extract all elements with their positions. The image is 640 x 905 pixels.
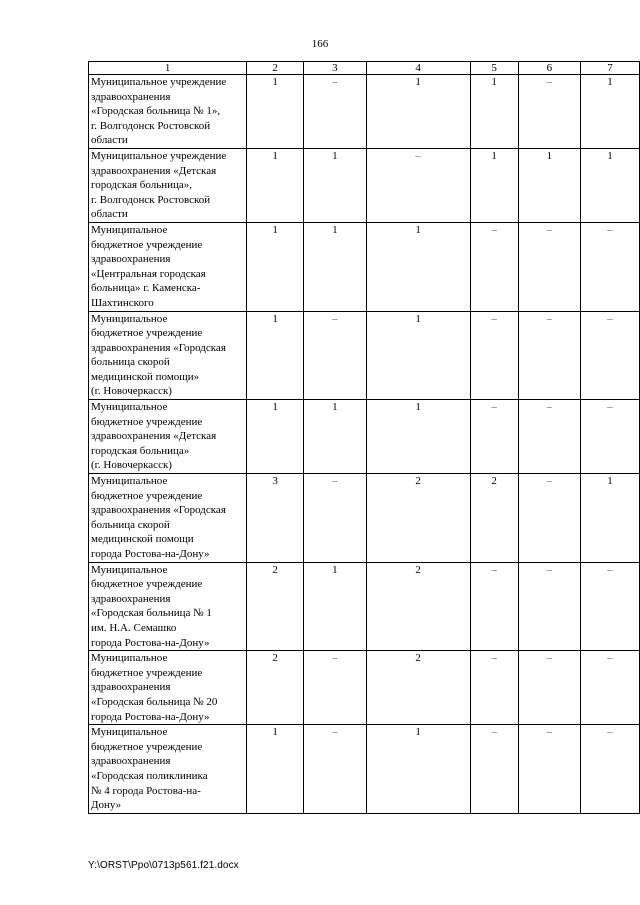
data-table — [88, 61, 640, 814]
institution-name-cell: Муниципальное бюджетное учреждение здравоохранения «Городская поликлиника № 4 города Ростова-на- Дону» — [89, 725, 247, 814]
value-cell: 2 — [247, 562, 304, 651]
value-cell: – — [518, 222, 580, 311]
value-cell: – — [304, 725, 366, 814]
table-row — [89, 400, 640, 474]
value-cell: 2 — [366, 562, 470, 651]
table-row — [89, 474, 640, 563]
institution-name-cell: Муниципальное бюджетное учреждение здравоохранения «Городская больница скорой медицинской помощи» (г. Новочеркасск) — [89, 311, 247, 400]
table-row — [89, 651, 640, 725]
value-cell: – — [581, 562, 640, 651]
value-cell: 1 — [247, 222, 304, 311]
value-cell: – — [581, 311, 640, 400]
table-header-row — [89, 62, 640, 75]
institution-name-cell: Муниципальное бюджетное учреждение здравоохранения «Городская больница № 1 им. Н.А. Семашко города Ростова-на-Дону» — [89, 562, 247, 651]
value-cell: 1 — [366, 400, 470, 474]
institution-name-cell: Муниципальное учреждение здравоохранения «Городская больница № 1», г. Волгодонск Ростовской области — [89, 75, 247, 149]
value-cell: 1 — [247, 311, 304, 400]
header-cell: 1 — [89, 62, 247, 75]
value-cell: – — [304, 474, 366, 563]
value-cell: 1 — [518, 148, 580, 222]
value-cell: – — [518, 562, 580, 651]
value-cell: 1 — [581, 75, 640, 149]
value-cell: 2 — [247, 651, 304, 725]
value-cell: 1 — [247, 400, 304, 474]
file-path-footer: Y:\ORST\Ppo\0713p561.f21.docx — [88, 860, 239, 871]
institution-name-cell: Муниципальное бюджетное учреждение здравоохранения «Детская городская больница» (г. Новочеркасск) — [89, 400, 247, 474]
value-cell: – — [518, 474, 580, 563]
value-cell: 1 — [366, 222, 470, 311]
institution-name-cell: Муниципальное бюджетное учреждение здравоохранения «Городская больница № 20 города Ростова-на-Дону» — [89, 651, 247, 725]
value-cell: – — [304, 75, 366, 149]
value-cell: – — [518, 400, 580, 474]
value-cell: 3 — [247, 474, 304, 563]
table-row — [89, 311, 640, 400]
value-cell: – — [518, 311, 580, 400]
value-cell: 1 — [470, 75, 518, 149]
value-cell: 1 — [366, 725, 470, 814]
table-row — [89, 148, 640, 222]
value-cell: – — [470, 222, 518, 311]
value-cell: – — [581, 651, 640, 725]
header-cell: 6 — [518, 62, 580, 75]
table-row — [89, 222, 640, 311]
value-cell: – — [581, 400, 640, 474]
value-cell: – — [518, 725, 580, 814]
value-cell: – — [304, 311, 366, 400]
value-cell: – — [470, 400, 518, 474]
value-cell: – — [470, 562, 518, 651]
value-cell: 1 — [247, 148, 304, 222]
value-cell: – — [518, 651, 580, 725]
value-cell: 1 — [470, 148, 518, 222]
institution-name-cell: Муниципальное бюджетное учреждение здравоохранения «Городская больница скорой медицинской помощи города Ростова-на-Дону» — [89, 474, 247, 563]
header-cell: 5 — [470, 62, 518, 75]
value-cell: – — [470, 311, 518, 400]
value-cell: 2 — [366, 651, 470, 725]
value-cell: – — [470, 651, 518, 725]
value-cell: 2 — [470, 474, 518, 563]
header-cell: 3 — [304, 62, 366, 75]
table-row — [89, 725, 640, 814]
value-cell: – — [304, 651, 366, 725]
value-cell: – — [581, 222, 640, 311]
value-cell: 1 — [304, 562, 366, 651]
value-cell: – — [470, 725, 518, 814]
value-cell: 1 — [304, 222, 366, 311]
header-cell: 4 — [366, 62, 470, 75]
value-cell: 1 — [366, 75, 470, 149]
value-cell: 1 — [366, 311, 470, 400]
value-cell: 1 — [581, 148, 640, 222]
table-row — [89, 562, 640, 651]
value-cell: 2 — [366, 474, 470, 563]
table-row — [89, 75, 640, 149]
header-cell: 7 — [581, 62, 640, 75]
value-cell: – — [518, 75, 580, 149]
value-cell: 1 — [581, 474, 640, 563]
value-cell: – — [581, 725, 640, 814]
institution-name-cell: Муниципальное бюджетное учреждение здравоохранения «Центральная городская больница» г. Каменска- Шахтинского — [89, 222, 247, 311]
value-cell: 1 — [304, 148, 366, 222]
value-cell: 1 — [304, 400, 366, 474]
value-cell: 1 — [247, 725, 304, 814]
value-cell: 1 — [247, 75, 304, 149]
institution-name-cell: Муниципальное учреждение здравоохранения «Детская городская больница», г. Волгодонск Ростовской области — [89, 148, 247, 222]
page-number: 166 — [311, 38, 329, 50]
value-cell: – — [366, 148, 470, 222]
header-cell: 2 — [247, 62, 304, 75]
